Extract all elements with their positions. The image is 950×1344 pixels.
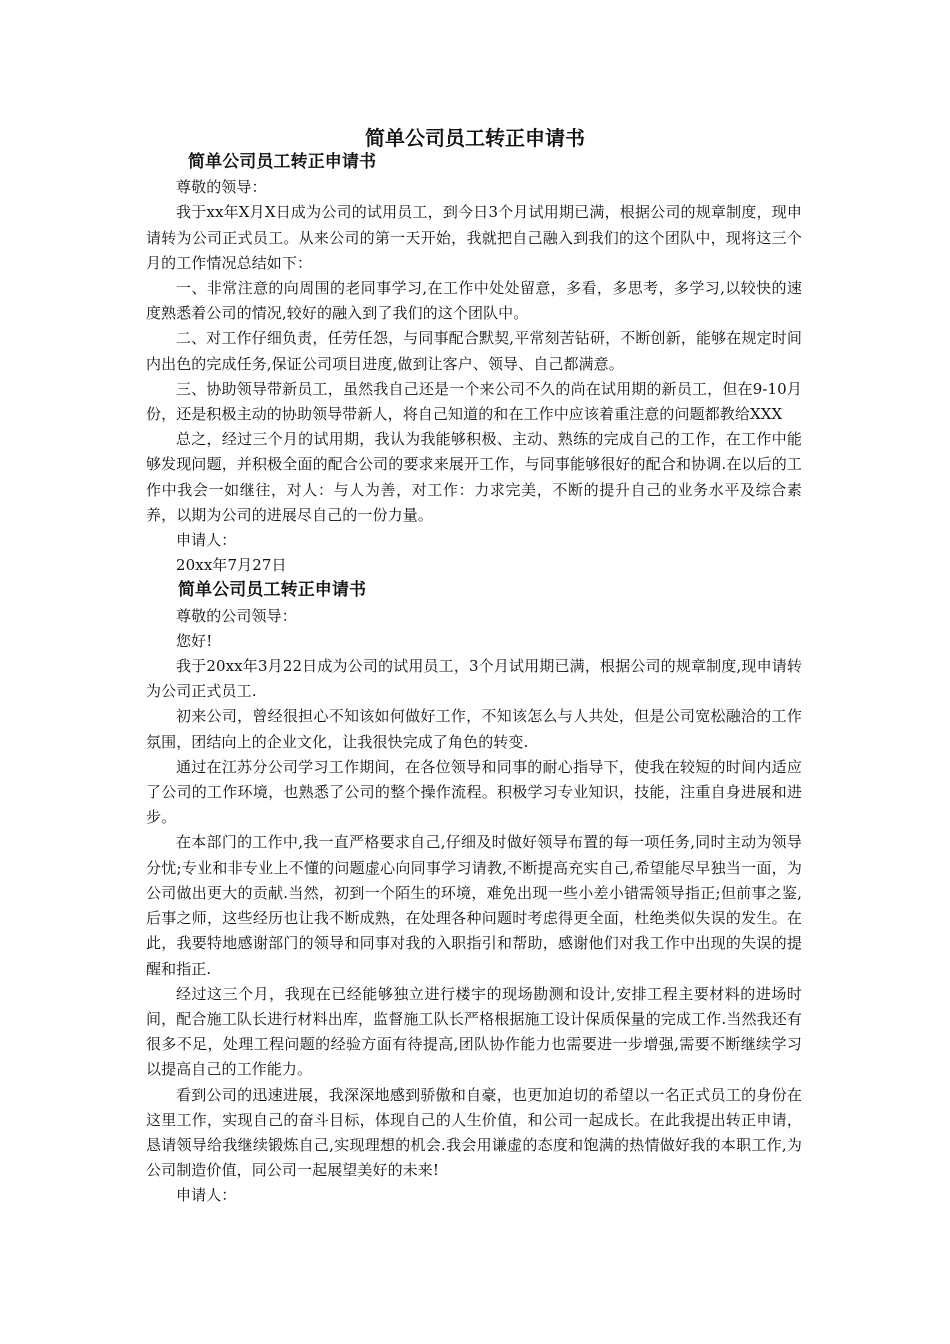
document-title: 简单公司员工转正申请书 [365, 126, 585, 150]
letter-2-greeting: 您好! [176, 631, 213, 650]
letter-2-paragraph: 初来公司，曾经很担心不知该如何做好工作，不知该怎么与人共处，但是公司宽松融洽的工作氛围，团结向上的企业文化，让我很快完成了角色的转变. [146, 707, 802, 751]
letter-1-heading: 简单公司员工转正申请书 [188, 152, 377, 172]
letter-1-paragraph: 一、非常注意的向周围的老同事学习,在工作中处处留意，多看，多思考，多学习,以较快的速度熟悉着公司的情况,较好的融入到了我们的这个团队中。 [146, 279, 802, 323]
letter-2-paragraph: 通过在江苏分公司学习工作期间，在各位领导和同事的耐心指导下，使我在较短的时间内适应了公司的工作环境，也熟悉了公司的整个操作流程。积极学习专业知识，技能，注重自身进展和进步。 [146, 757, 802, 827]
letter-2-heading: 简单公司员工转正申请书 [178, 580, 367, 601]
letter-1-paragraph: 我于xx年X月X日成为公司的试用员工，到今日3个月试用期已满，根据公司的规章制度，现申请转为公司正式员工。从来公司的第一天开始，我就把自己融入到我们的这个团队中，现将这三个月的工作情况总结如下： [146, 203, 802, 272]
letter-2-applicant: 申请人： [176, 1186, 237, 1205]
letter-2-paragraph: 在本部门的工作中,我一直严格要求自己,仔细及时做好领导布置的每一项任务,同时主动为领导分忧;专业和非专业上不懂的问题虚心向同事学习请教,不断提高充实自己,希望能尽早独当一面，为公司做出更大的贡献.当然，初到一个陌生的环境，难免出现一些小差小错需领导指正;但前事之鉴,后事之师，这些经历也让我不断成熟，在处理各种问题时考虑得更全面，杜绝类似失误的发生。在此，我要特地感谢部门的领导和同事对我的入职指引和帮助，感谢他们对我工作中出现的失误的提醒和指正. [146, 833, 802, 978]
letter-1-salutation: 尊敬的领导： [176, 178, 267, 197]
letter-1-applicant: 申请人： [176, 531, 237, 550]
letter-2-paragraph: 看到公司的迅速进展，我深深地感到骄傲和自豪，也更加迫切的希望以一名正式员工的身份在这里工作，实现自己的奋斗目标，体现自己的人生价值，和公司一起成长。在此我提出转正申请，恳请领导给我继续锻炼自己,实现理想的机会.我会用谦虚的态度和饱满的热情做好我的本职工作,为公司制造价值，同公司一起展望美好的未来! [146, 1085, 802, 1180]
letter-2-salutation: 尊敬的公司领导： [176, 606, 297, 625]
letter-1-date: 20xx年7月27日 [176, 556, 287, 575]
letter-1-paragraph: 总之，经过三个月的试用期，我认为我能够积极、主动、熟练的完成自己的工作，在工作中能够发现问题，并积极全面的配合公司的要求来展开工作，与同事能够很好的配合和协调.在以后的工作中我会一如继往，对人：与人为善，对工作：力求完美，不断的提升自己的业务水平及综合素养，以期为公司的进展尽自己的一份力量。 [146, 430, 802, 524]
letter-1-paragraph: 三、协助领导带新员工，虽然我自己还是一个来公司不久的尚在试用期的新员工，但在9-10月份，还是积极主动的协助领导带新人，将自己知道的和在工作中应该着重注意的问题都教给XXX [146, 379, 802, 424]
letter-2-paragraph: 经过这三个月，我现在已经能够独立进行楼宇的现场勘测和设计,安排工程主要材料的进场时间，配合施工队长进行材料出库，监督施工队长严格根据施工设计保质保量的完成工作.当然我还有很多不足，处理工程问题的经验方面有待提高,团队协作能力也需要进一步增强,需要不断继续学习以提高自己的工作能力。 [146, 984, 802, 1079]
letter-2-paragraph: 我于20xx年3月22日成为公司的试用员工，3个月试用期已满，根据公司的规章制度,现申请转为公司正式员工. [146, 657, 802, 701]
letter-1-paragraph: 二、对工作仔细负责，任劳任怨，与同事配合默契,平常刻苦钻研，不断创新，能够在规定时间内出色的完成任务,保证公司项目进度,做到让客户、领导、自己都满意。 [146, 329, 802, 373]
document-body [146, 150, 802, 1209]
